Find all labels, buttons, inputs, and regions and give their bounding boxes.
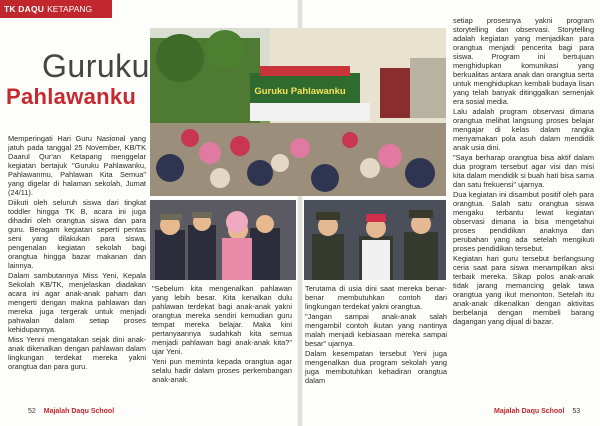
main-photo bbox=[150, 28, 446, 196]
paragraph: Dalam kesempatan tersebut Yeni juga mengenalkan dua program sekolah yang juga membutuhkan kehadiran orangtua dalam bbox=[305, 349, 447, 385]
main-photo-illustration bbox=[150, 28, 446, 196]
children-photo-right bbox=[304, 200, 446, 280]
paragraph: Dua kegiatan ini disambut positif oleh para orangtua. Salah satu orangtua siswa mengaku terbantu lewat kegiatan observasi dimana ia bisa mengetahui proses pendidikan anaknya dan perubahan yang ada setelah mengikuti proses pendidikan tersebut. bbox=[453, 190, 594, 253]
paragraph: Diikuti oleh seluruh siswa dari tingkat toddler hingga TK B, acara ini juga dihadiri oleh orangtua siswa dan para guru. Beragam kegiatan seperti pentas seni yang dilakukan para siswa, pengenalan kegiatan sekolah bagi orangtua hingga bazar makanan dan lainnya. bbox=[8, 198, 146, 270]
paragraph: Miss Yenni mengatakan sejak dini anak-anak dikenalkan dengan pahlawan dalam lingkungan terdekat mereka yakni orangtua dan para guru. bbox=[8, 335, 146, 371]
paragraph: Dalam sambutannya Miss Yeni, Kepala Sekolah KB/TK, menjelaskan diadakan acara ini agar anak-anak paham dan mengerti dengan makna pahlawan dan mereka juga tergerak untuk menjadi pahwalan dalam setiap proses kehidupannya. bbox=[8, 271, 146, 334]
section-tag-bold: TK DAQU bbox=[4, 4, 45, 14]
paragraph: Terutama di usia dini saat mereka benar-benar membutuhkan contoh dari lingkungan terdekat yakni orangtua. bbox=[305, 284, 447, 311]
text-column-4 bbox=[453, 16, 594, 327]
paragraph: "Jangan sampai anak-anak salah mengambil contoh ikutan yang nantinya malah menjadi kebiasaan mereka sampai besar" ujarnya. bbox=[305, 312, 447, 348]
page-number-right: 53 bbox=[572, 408, 581, 415]
article-title-line1: Guruku bbox=[42, 48, 150, 84]
children-photo-left-illustration bbox=[150, 200, 296, 280]
section-tag-label: KETAPANG bbox=[47, 4, 93, 14]
paragraph: "Sebelum kita mengenalkan pahlawan yang lebih besar. Kita kenalkan dulu pahlawan terdekat bagi anak-anak yakni orangtua mereka sendiri kemudian guru tempat mereka belajar. Maka kini pertanyaannya sudahkah kita semua menjadi pahlawan bagi anak-anak kita?" ujar Yeni. bbox=[152, 284, 292, 356]
footer-right bbox=[494, 408, 580, 415]
paragraph: setiap prosesnya yakni program storytelling dan observasi. Storytelling adalah kegiatan yang menjadikan para orangtua menjadi pencerita bagi para siswa. Program ini bertujuan menghidupkan komunikasi yang berkualitas antara anak dan orangtua serta untuk menghidupkan kembali budaya lisan yang telah banyak ditinggalkan semenjak era sosial media. bbox=[453, 16, 594, 106]
magazine-name-right: Majalah Daqu School bbox=[494, 408, 565, 415]
paragraph: Memperingati Hari Guru Nasional yang jatuh pada tanggal 25 November, KB/TK Daarul Qur'an Ketapang menggelar kegiatan bertajuk "Guruku Pahlawanku, Pahlawanmu, Pahlawan Kita Semua" yang digelar di halaman sekolah, Jumat (24/11). bbox=[8, 134, 146, 197]
section-tag bbox=[0, 0, 112, 18]
article-title-line2: Pahlawanku bbox=[6, 84, 137, 109]
paragraph: Yeni pun meminta kepada orangtua agar selalu hadir dalam proses perkembangan anak-anak. bbox=[152, 357, 292, 384]
children-photo-left bbox=[150, 200, 296, 280]
text-column-2 bbox=[152, 284, 292, 385]
paragraph: Lalu adalah program observasi dimana orangtua melihat langsung proses belajar mengajar di kelas dalam rangka menyamakan pola asuh dalam mendidik anak usia dini. bbox=[453, 107, 594, 152]
magazine-name-left: Majalah Daqu School bbox=[43, 408, 115, 415]
page-number-left: 52 bbox=[28, 408, 36, 415]
text-column-3 bbox=[305, 284, 447, 386]
main-photo-banner: Guruku Pahlawanku bbox=[254, 86, 346, 97]
children-photo-right-illustration bbox=[304, 200, 446, 280]
footer-left bbox=[28, 408, 114, 415]
paragraph: "Saya berharap orangtua bisa aktif dalam dua program tersebut agar visi dan misi kita dalam mendidik si buah hati bisa sama dan satu frekuensi" ujarnya. bbox=[453, 153, 594, 189]
paragraph: Kegiatan hari guru tersebut berlangsung ceria saat para siswa menampilkan aksi terbaik mereka. Sikap polos anak-anak tidak jarang memancing gelak tawa orangtua yang ikut menonton. Setelah itu anak-anak dikenalkan dengan aktivitas berbelanja dengan membeli barang dagangan yang dijual di bazar. bbox=[453, 254, 594, 326]
text-column-1 bbox=[8, 134, 146, 372]
